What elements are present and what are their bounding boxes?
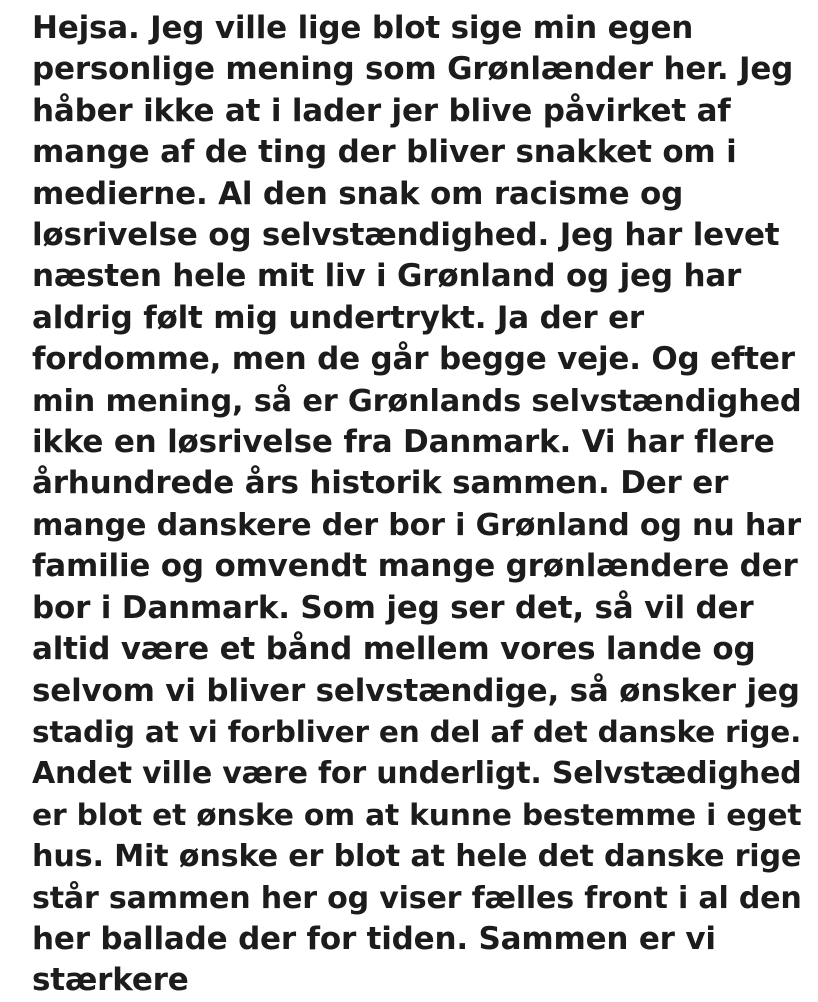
- post-line: personlige mening som Grønlænder her. Jeg: [32, 51, 794, 88]
- post-line: ikke en løsrivelse fra Danmark. Vi har flere: [32, 424, 775, 461]
- post-line: medierne. Al den snak om racisme og: [32, 175, 684, 212]
- post-line: fordomme, men de går begge veje. Og efter: [32, 341, 795, 378]
- post-line: stadig at vi forbliver en del af det danske rige.: [32, 714, 802, 749]
- post-line: hus. Mit ønske er blot at hele det danske rige: [32, 839, 802, 875]
- post-line: står sammen her og viser fælles front i al den: [32, 880, 802, 916]
- post-line: løsrivelse og selvstændighed. Jeg har levet: [32, 217, 780, 254]
- post-line: mange danskere der bor i Grønland og nu har: [32, 507, 801, 543]
- post-line: aldrig følt mig undertrykt. Ja der er: [32, 299, 644, 336]
- post-line: Hejsa. Jeg ville lige blot sige min egen: [32, 10, 694, 46]
- post-line: bor i Danmark. Som jeg ser det, så vil der: [32, 589, 754, 626]
- post-line: her ballade der for tiden. Sammen er vi: [32, 920, 716, 957]
- post-line: århundrede års historik sammen. Der er: [32, 465, 729, 502]
- post-line: stærkere: [32, 962, 189, 999]
- post-line: Andet ville være for underligt. Selvstædighed: [32, 756, 802, 792]
- post-line: familie og omvendt mange grønlændere der: [32, 548, 798, 585]
- post-line: selvom vi bliver selvstændige, så ønsker jeg: [32, 672, 800, 709]
- post-line: min mening, så er Grønlands selvstændighed: [32, 383, 802, 419]
- post-line: altid være et bånd mellem vores lande og: [32, 631, 756, 668]
- post-line: er blot et ønske om at kunne bestemme i eget: [32, 797, 802, 833]
- post-line: håber ikke at i lader jer blive påvirket af: [32, 92, 731, 129]
- post-line: næsten hele mit liv i Grønland og jeg har: [32, 258, 742, 295]
- post-text: [32, 8, 802, 1002]
- post-line: mange af de ting der bliver snakket om i: [32, 134, 737, 171]
